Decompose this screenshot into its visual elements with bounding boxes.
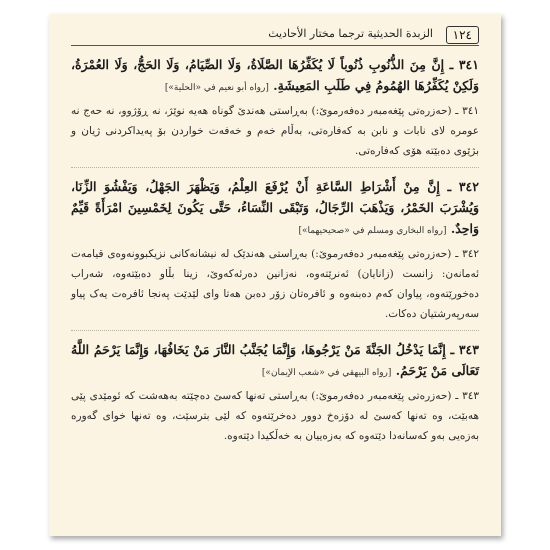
hadith-arabic bbox=[71, 54, 479, 99]
hadith-entry bbox=[71, 339, 479, 446]
hadith-translation: ٣٤٢ ـ (حەزرەتی پێغەمبەر دەفەرموێ:) بەڕاستی هەندێک لە نیشانەکانی نزیکبوونەوەی قیامەت ئەمانەن: زانست (زانایان) ئەنرێتەوە، نەزانین دەرئەکەوێ، زینا بڵاو دەبێتەوە، شەراب دەخورێتەوە، پیاوان کەم دەبنەوە و ئافرەتان زۆر دەبن هەتا وای لێدێت پەنجا ئافرەت یەک پیاو سەرپەرشتیان دەکات. bbox=[71, 248, 479, 320]
hadith-translation: ٣٤٣ ـ (حەزرەتی پێغەمبەر دەفەرموێ:) بەڕاستی تەنها کەسێ دەچێتە بەهەشت کە ئومێدی پێی هەبێت، وە تەنها کەسێ لە دۆزەخ دوور دەخرێتەوە کە لێی بترسێت، وە تەنها خوای گەورە بەزەیی بەو کەسانەدا دێتەوە کە بەزەییان بە خەڵکیدا دێتەوە. bbox=[71, 390, 479, 442]
hadith-source: [رواه البخاري ومسلم في «صحيحيهما»] bbox=[298, 226, 447, 236]
page-body bbox=[71, 54, 479, 526]
hadith-text: ٣٤٣ ـ إِنَّمَا يَدْخُلُ الجَنَّةَ مَنْ يَرْجُوهَا، وَإِنَّمَا يُجَنَّبُ النَّارَ مَنْ يَخَافُهَا، وَإِنَّمَا يَرْحَمُ اللَّهُ تَعَالَى مَنْ يَرْحَمُ. bbox=[71, 342, 479, 378]
hadith-entry bbox=[71, 176, 479, 324]
header-rule bbox=[71, 45, 479, 46]
running-title: الزبدة الحديثية ترجما مختار الأحاديث bbox=[268, 27, 433, 40]
entry-divider bbox=[71, 330, 479, 331]
hadith-arabic bbox=[71, 176, 479, 242]
page-number: ١٢٤ bbox=[446, 26, 479, 44]
hadith-text: ٣٤٢ ـ إِنَّ مِنْ أَشْرَاطِ السَّاعَةِ أَنْ يُرْفَعَ العِلْمُ، وَيَظْهَرَ الجَهْلُ، وَيَفْشُوَ الزِّنَا، وَيُشْرَبَ الخَمْرُ، وَيَذْهَبَ الرِّجَالُ، وَتَبْقَى النِّسَاءُ، حَتَّى يَكُونَ لِخَمْسِينَ امْرَأَةً قَيِّمٌ وَاحِدٌ. bbox=[71, 179, 479, 236]
hadith-text: ٣٤١ ـ إِنَّ مِنَ الذُّنُوبِ ذُنُوباً لَا يُكَفِّرُهَا الصَّلَاةُ، وَلَا الصِّيَامُ، وَلَا الحَجُّ، وَلَا العُمْرَةُ، وَلَكِنْ يُكَفِّرُهَا الهُمُومُ فِي طَلَبِ المَعِيشَةِ. bbox=[71, 57, 479, 93]
page-header bbox=[71, 24, 479, 48]
hadith-source: [رواه البيهقي في «شعب الإيمان»] bbox=[261, 368, 392, 378]
hadith-translation: ٣٤١ ـ (حەزرەتی پێغەمبەر دەفەرموێ:) بەڕاستی هەندێ گوناه هەیە نوێژ، نە ڕۆژوو، نە حەج نە عومرە لای نابات و نابن بە کەفارەتی، بەڵام خەم و خەفەت خواردن بۆ پەیداکردنی ژیان و بژێوی دەبێتە هۆی کەفارەتی. bbox=[71, 105, 479, 157]
book-page bbox=[49, 14, 501, 536]
hadith-entry bbox=[71, 54, 479, 161]
entry-divider bbox=[71, 167, 479, 168]
hadith-arabic bbox=[71, 339, 479, 384]
hadith-source: [رواه أبو نعيم في «الحلية»] bbox=[164, 83, 269, 93]
